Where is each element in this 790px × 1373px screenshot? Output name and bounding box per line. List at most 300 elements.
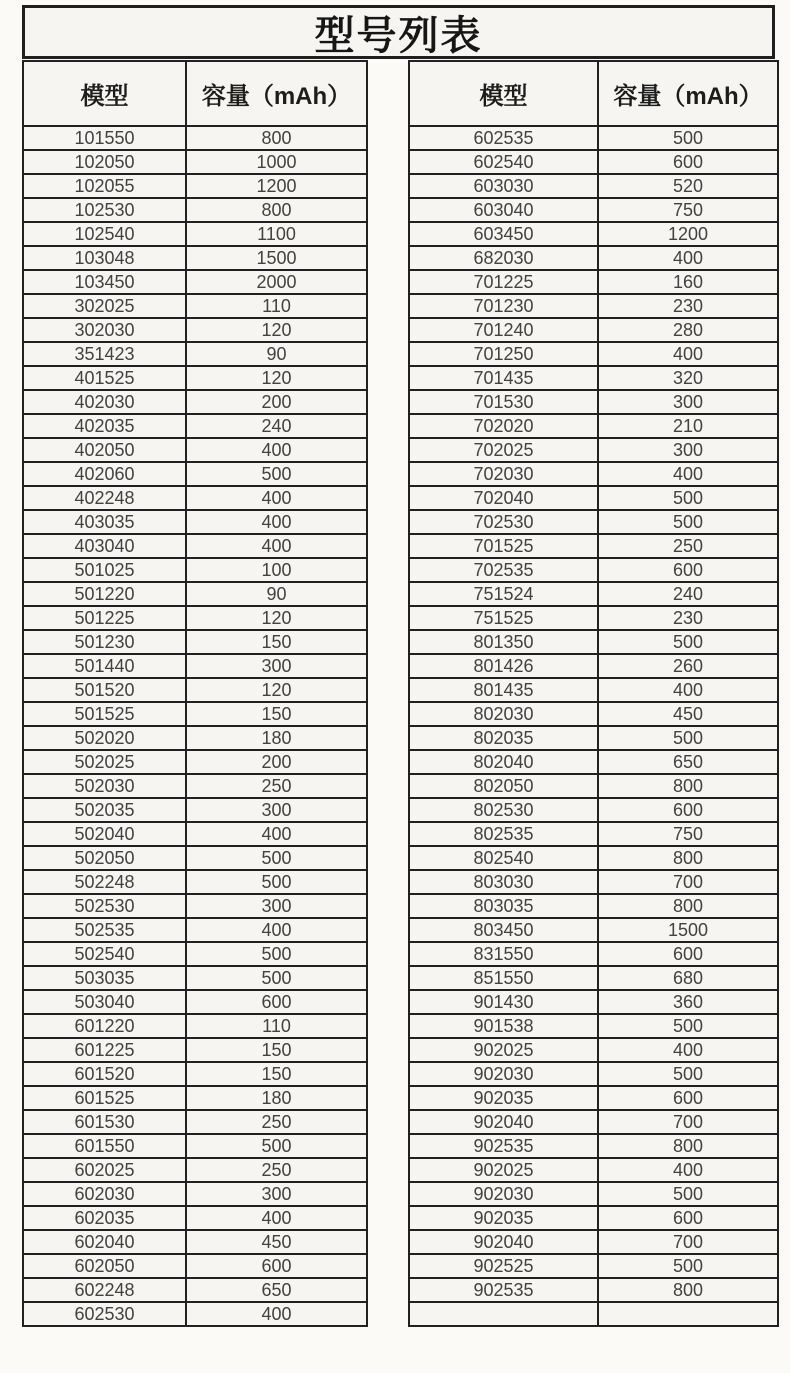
capacity-cell: 600 [598,150,778,174]
capacity-cell: 250 [186,774,367,798]
model-cell: 802030 [409,702,598,726]
table-row [409,654,778,678]
model-cell: 501520 [23,678,186,702]
table-row [23,318,367,342]
capacity-cell: 500 [598,1182,778,1206]
capacity-cell: 180 [186,726,367,750]
capacity-cell: 250 [186,1158,367,1182]
model-cell: 803450 [409,918,598,942]
table-row [23,486,367,510]
header-row [409,61,778,126]
model-cell: 831550 [409,942,598,966]
capacity-cell: 500 [598,1254,778,1278]
capacity-cell: 400 [186,1302,367,1326]
table-row [409,678,778,702]
capacity-cell: 200 [186,390,367,414]
model-cell: 502040 [23,822,186,846]
capacity-cell: 400 [598,246,778,270]
capacity-cell: 400 [186,822,367,846]
model-cell: 502035 [23,798,186,822]
capacity-cell: 110 [186,294,367,318]
model-cell [409,1302,598,1326]
capacity-cell: 500 [186,942,367,966]
model-cell: 682030 [409,246,598,270]
model-cell: 501025 [23,558,186,582]
table-row [409,318,778,342]
table-row [23,678,367,702]
table-row [23,846,367,870]
model-cell: 902030 [409,1062,598,1086]
capacity-cell: 240 [186,414,367,438]
model-cell: 702535 [409,558,598,582]
model-cell: 801350 [409,630,598,654]
capacity-cell: 400 [186,438,367,462]
model-cell: 802040 [409,750,598,774]
model-cell: 902035 [409,1086,598,1110]
model-capacity-table-left [22,60,368,1327]
capacity-cell: 400 [186,510,367,534]
table-row [23,654,367,678]
capacity-cell: 400 [598,1158,778,1182]
capacity-cell: 120 [186,366,367,390]
model-cell: 801426 [409,654,598,678]
capacity-cell: 200 [186,750,367,774]
capacity-cell: 700 [598,870,778,894]
capacity-cell: 700 [598,1110,778,1134]
table-row [23,462,367,486]
table-row [409,1086,778,1110]
model-cell: 603030 [409,174,598,198]
capacity-cell: 600 [598,1086,778,1110]
capacity-cell: 150 [186,1062,367,1086]
table-row [23,582,367,606]
model-cell: 602030 [23,1182,186,1206]
capacity-cell: 250 [598,534,778,558]
capacity-cell: 1200 [598,222,778,246]
model-cell: 702020 [409,414,598,438]
capacity-cell: 180 [186,1086,367,1110]
model-cell: 802050 [409,774,598,798]
model-cell: 351423 [23,342,186,366]
model-cell: 902025 [409,1158,598,1182]
model-cell: 902535 [409,1134,598,1158]
capacity-cell: 400 [186,486,367,510]
capacity-cell: 800 [598,894,778,918]
model-cell: 901538 [409,1014,598,1038]
capacity-cell: 1200 [186,174,367,198]
table-row [23,126,367,150]
capacity-cell: 260 [598,654,778,678]
table-row [409,150,778,174]
capacity-cell: 120 [186,318,367,342]
table-row [409,1038,778,1062]
model-cell: 602035 [23,1206,186,1230]
capacity-cell: 300 [598,390,778,414]
model-cell: 901430 [409,990,598,1014]
model-cell: 601220 [23,1014,186,1038]
capacity-cell: 800 [186,126,367,150]
model-cell: 751525 [409,606,598,630]
model-cell: 902040 [409,1230,598,1254]
document-title-box [22,5,775,59]
capacity-cell: 90 [186,582,367,606]
document-sheet [22,5,775,1327]
capacity-cell: 750 [598,822,778,846]
table-row [409,222,778,246]
capacity-cell: 400 [598,1038,778,1062]
model-cell: 701240 [409,318,598,342]
table-row [23,1302,367,1326]
capacity-cell: 1100 [186,222,367,246]
table-row [409,1182,778,1206]
table-row [409,606,778,630]
table-row [23,798,367,822]
model-cell: 701525 [409,534,598,558]
table-row [23,1278,367,1302]
table-row [409,1158,778,1182]
capacity-cell: 300 [186,798,367,822]
table-row [409,1302,778,1326]
table-row [409,270,778,294]
capacity-cell: 600 [598,1206,778,1230]
capacity-cell: 1500 [598,918,778,942]
capacity-cell: 450 [598,702,778,726]
model-cell: 602535 [409,126,598,150]
capacity-cell: 300 [598,438,778,462]
table-row [409,702,778,726]
table-row [23,870,367,894]
model-cell: 702030 [409,462,598,486]
table-row [23,558,367,582]
table-row [409,582,778,606]
model-cell: 501525 [23,702,186,726]
capacity-cell: 120 [186,678,367,702]
model-cell: 803035 [409,894,598,918]
model-cell: 601530 [23,1110,186,1134]
model-cell: 501225 [23,606,186,630]
table-row [23,534,367,558]
capacity-cell: 1500 [186,246,367,270]
model-column-header: 模型 [23,61,186,126]
model-cell: 702025 [409,438,598,462]
table-row [409,918,778,942]
capacity-cell: 300 [186,1182,367,1206]
model-cell: 302030 [23,318,186,342]
model-cell: 603450 [409,222,598,246]
table-row [23,918,367,942]
table-row [409,1014,778,1038]
tables-container [22,60,775,1327]
capacity-cell: 360 [598,990,778,1014]
table-row [23,774,367,798]
table-row [23,990,367,1014]
model-cell: 702040 [409,486,598,510]
model-cell: 602530 [23,1302,186,1326]
model-cell: 902040 [409,1110,598,1134]
capacity-cell: 800 [598,1278,778,1302]
capacity-cell: 500 [186,966,367,990]
table-row [409,462,778,486]
model-cell: 102530 [23,198,186,222]
table-row [23,366,367,390]
capacity-cell: 500 [186,870,367,894]
table-row [409,894,778,918]
table-row [409,294,778,318]
capacity-cell: 500 [598,630,778,654]
capacity-cell: 2000 [186,270,367,294]
header-row [23,61,367,126]
model-cell: 851550 [409,966,598,990]
model-cell: 101550 [23,126,186,150]
capacity-cell: 240 [598,582,778,606]
model-cell: 503040 [23,990,186,1014]
model-column-header: 模型 [409,61,598,126]
table-row [409,1278,778,1302]
capacity-cell: 600 [186,990,367,1014]
table-row [409,342,778,366]
model-cell: 401525 [23,366,186,390]
table-row [409,534,778,558]
table-row [409,246,778,270]
table-row [23,1158,367,1182]
model-cell: 502030 [23,774,186,798]
table-row [409,558,778,582]
model-cell: 501230 [23,630,186,654]
model-cell: 601525 [23,1086,186,1110]
capacity-cell: 600 [186,1254,367,1278]
model-cell: 702530 [409,510,598,534]
capacity-cell: 1000 [186,150,367,174]
model-cell: 802530 [409,798,598,822]
table-row [23,1230,367,1254]
capacity-cell: 280 [598,318,778,342]
table-row [23,270,367,294]
table-row [23,702,367,726]
model-cell: 502248 [23,870,186,894]
model-cell: 502025 [23,750,186,774]
table-row [23,1254,367,1278]
capacity-cell: 150 [186,630,367,654]
model-cell: 501220 [23,582,186,606]
model-capacity-table-right [408,60,779,1327]
capacity-cell: 300 [186,654,367,678]
table-row [23,966,367,990]
model-cell: 602540 [409,150,598,174]
table-row [23,1110,367,1134]
table-row [23,894,367,918]
capacity-cell [598,1302,778,1326]
capacity-cell: 800 [598,774,778,798]
table-row [23,510,367,534]
model-cell: 602248 [23,1278,186,1302]
table-row [23,1014,367,1038]
model-cell: 701225 [409,270,598,294]
table-row [409,822,778,846]
table-row [409,870,778,894]
capacity-cell: 400 [598,462,778,486]
capacity-cell: 300 [186,894,367,918]
model-cell: 502020 [23,726,186,750]
table-row [23,630,367,654]
model-cell: 601520 [23,1062,186,1086]
model-cell: 601225 [23,1038,186,1062]
capacity-cell: 230 [598,606,778,630]
model-cell: 902025 [409,1038,598,1062]
table-row [23,750,367,774]
model-cell: 402248 [23,486,186,510]
model-cell: 302025 [23,294,186,318]
model-cell: 902030 [409,1182,598,1206]
model-cell: 403035 [23,510,186,534]
model-cell: 802035 [409,726,598,750]
model-cell: 701435 [409,366,598,390]
model-cell: 902535 [409,1278,598,1302]
capacity-cell: 120 [186,606,367,630]
model-cell: 701250 [409,342,598,366]
capacity-cell: 800 [598,846,778,870]
table-row [23,150,367,174]
table-row [409,414,778,438]
table-row [409,774,778,798]
model-cell: 602050 [23,1254,186,1278]
table-row [23,1038,367,1062]
table-row [23,294,367,318]
table-row [409,198,778,222]
model-cell: 701530 [409,390,598,414]
table-row [23,414,367,438]
capacity-cell: 520 [598,174,778,198]
capacity-cell: 500 [186,846,367,870]
table-row [409,1110,778,1134]
capacity-cell: 500 [598,126,778,150]
capacity-cell: 800 [598,1134,778,1158]
table-row [409,510,778,534]
capacity-column-header: 容量（mAh） [186,61,367,126]
model-cell: 751524 [409,582,598,606]
table-row [409,630,778,654]
table-row [409,750,778,774]
table-row [409,1254,778,1278]
table-row [23,246,367,270]
capacity-cell: 700 [598,1230,778,1254]
model-cell: 102050 [23,150,186,174]
model-cell: 803030 [409,870,598,894]
capacity-cell: 500 [598,510,778,534]
model-cell: 902035 [409,1206,598,1230]
table-row [23,1134,367,1158]
table-row [409,438,778,462]
capacity-cell: 600 [598,942,778,966]
table-row [23,174,367,198]
capacity-cell: 400 [186,918,367,942]
right-table-body [409,126,778,1326]
table-row [409,726,778,750]
capacity-cell: 150 [186,702,367,726]
table-row [409,1230,778,1254]
table-row [23,1206,367,1230]
model-cell: 402035 [23,414,186,438]
capacity-cell: 400 [598,342,778,366]
table-row [409,798,778,822]
capacity-cell: 450 [186,1230,367,1254]
capacity-cell: 230 [598,294,778,318]
model-cell: 603040 [409,198,598,222]
table-row [23,342,367,366]
table-row [409,486,778,510]
capacity-cell: 600 [598,798,778,822]
capacity-cell: 400 [598,678,778,702]
model-cell: 802540 [409,846,598,870]
capacity-cell: 250 [186,1110,367,1134]
table-row [409,366,778,390]
left-table-body [23,126,367,1326]
model-cell: 103450 [23,270,186,294]
table-row [23,1182,367,1206]
table-row [23,390,367,414]
page-title: 型号列表 [314,13,483,58]
table-row [409,942,778,966]
model-cell: 701230 [409,294,598,318]
capacity-cell: 680 [598,966,778,990]
capacity-cell: 600 [598,558,778,582]
capacity-cell: 500 [186,462,367,486]
capacity-cell: 110 [186,1014,367,1038]
model-cell: 402030 [23,390,186,414]
table-row [409,990,778,1014]
capacity-cell: 400 [186,534,367,558]
table-row [23,726,367,750]
capacity-column-header: 容量（mAh） [598,61,778,126]
model-cell: 801435 [409,678,598,702]
model-cell: 503035 [23,966,186,990]
model-cell: 102055 [23,174,186,198]
capacity-cell: 150 [186,1038,367,1062]
table-row [23,606,367,630]
table-row [409,1206,778,1230]
table-row [409,126,778,150]
table-row [409,174,778,198]
capacity-cell: 750 [598,198,778,222]
table-row [23,1062,367,1086]
model-cell: 103048 [23,246,186,270]
capacity-cell: 650 [186,1278,367,1302]
capacity-cell: 210 [598,414,778,438]
capacity-cell: 320 [598,366,778,390]
model-cell: 502535 [23,918,186,942]
model-cell: 501440 [23,654,186,678]
capacity-cell: 160 [598,270,778,294]
capacity-cell: 500 [598,726,778,750]
model-cell: 402060 [23,462,186,486]
table-row [409,846,778,870]
model-cell: 502530 [23,894,186,918]
table-row [409,1062,778,1086]
model-cell: 102540 [23,222,186,246]
table-row [23,222,367,246]
table-row [409,966,778,990]
model-cell: 403040 [23,534,186,558]
capacity-cell: 500 [598,1062,778,1086]
model-cell: 601550 [23,1134,186,1158]
capacity-cell: 500 [598,1014,778,1038]
capacity-cell: 500 [598,486,778,510]
table-row [409,1134,778,1158]
model-cell: 502540 [23,942,186,966]
capacity-cell: 650 [598,750,778,774]
capacity-cell: 100 [186,558,367,582]
table-row [409,390,778,414]
capacity-cell: 400 [186,1206,367,1230]
